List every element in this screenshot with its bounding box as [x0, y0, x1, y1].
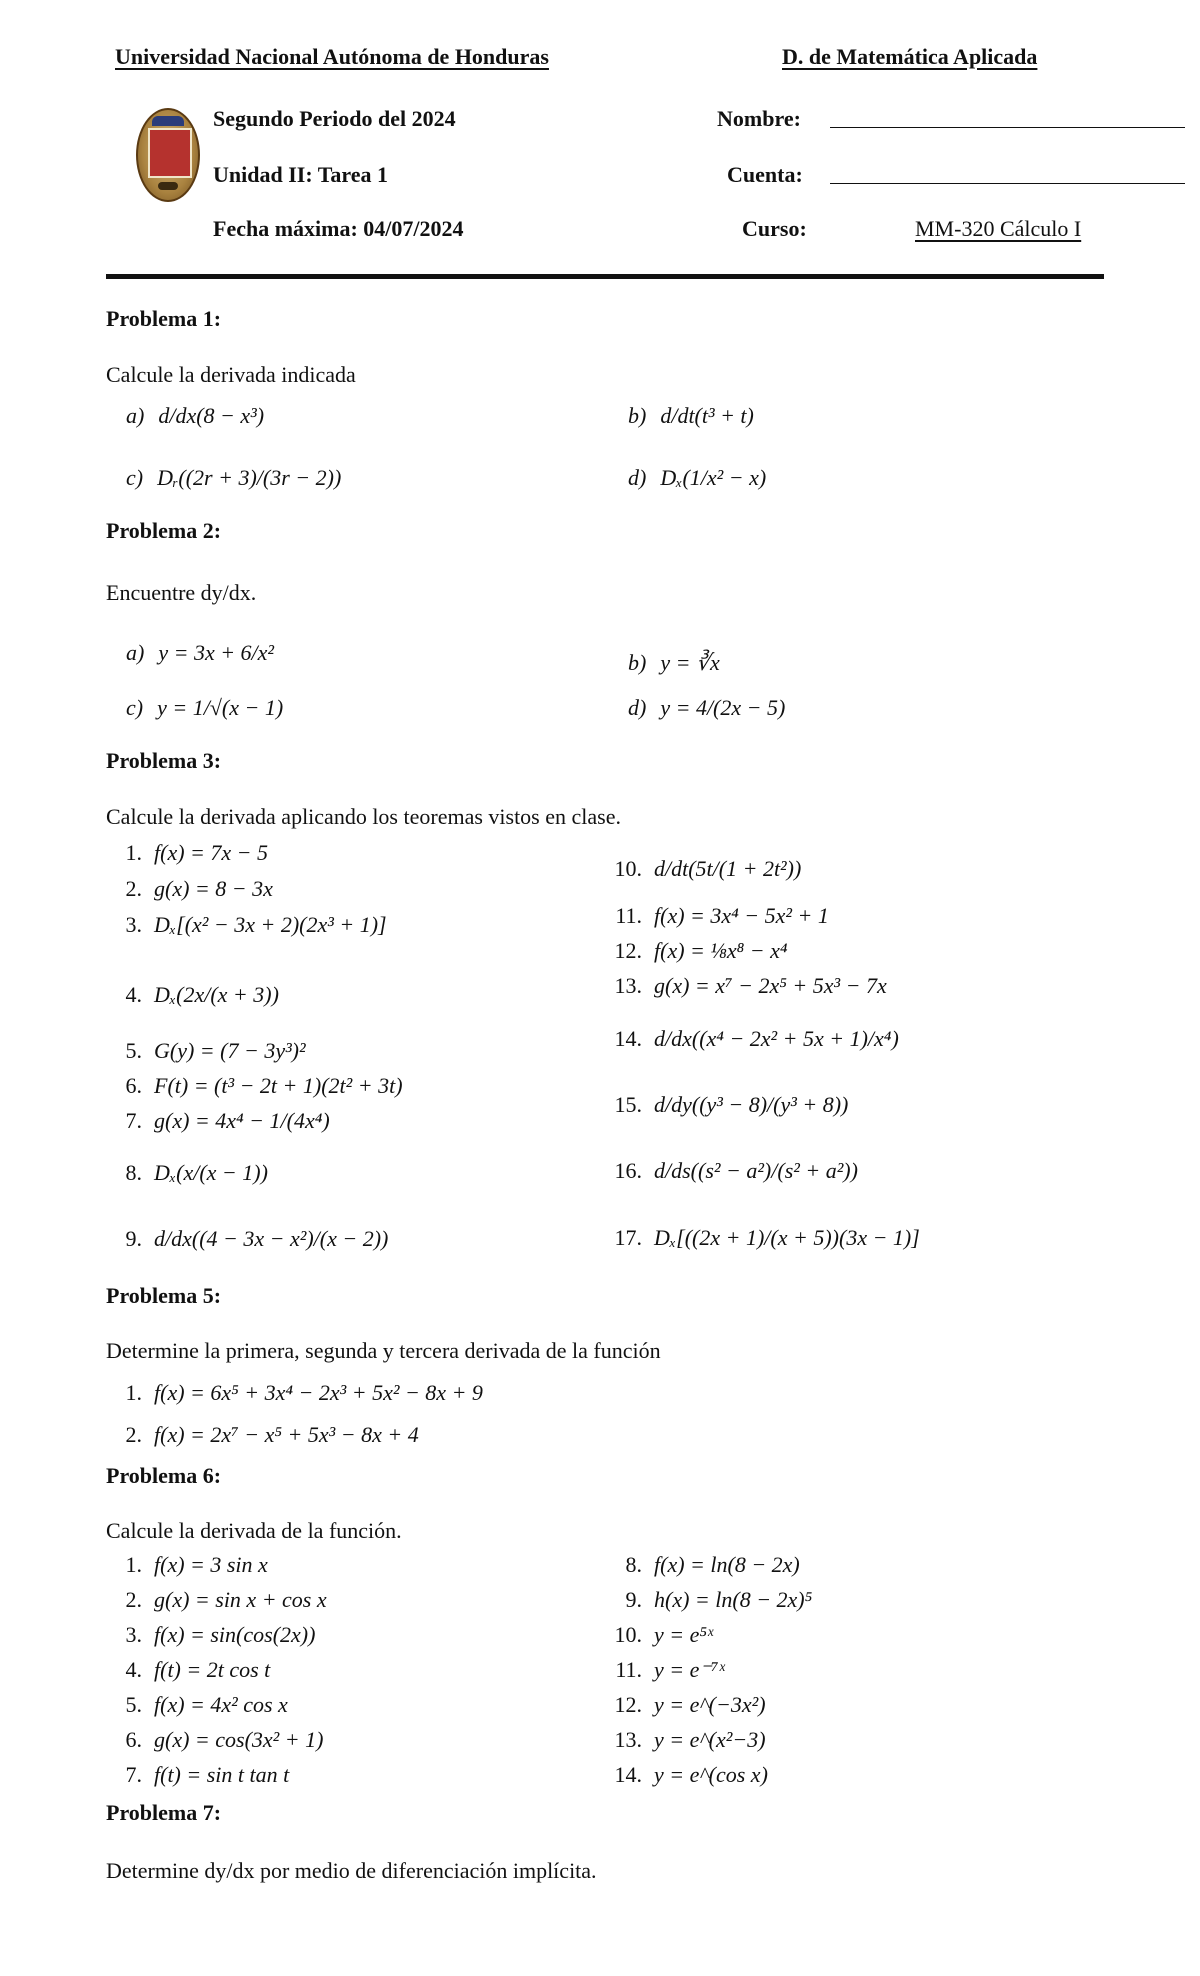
problem-5-item-2: 2. f(x) = 2x⁷ − x⁵ + 5x³ − 8x + 4 [125, 1422, 419, 1447]
problem-3-item-10: 10. d/dt(5t/(1 + 2t²)) [614, 856, 802, 881]
problem-3-item-3: 3. Dₓ[(x² − 3x + 2)(2x³ + 1)] [125, 912, 387, 937]
problem-6-item-7: 7. f(t) = sin t tan t [125, 1762, 290, 1787]
problem-1-item-d: d) Dₓ(1/x² − x) [628, 465, 767, 490]
department-name: D. de Matemática Aplicada [782, 44, 1038, 69]
problem-2-title: Problema 2: [106, 518, 222, 543]
problem-6-item-4: 4. f(t) = 2t cos t [125, 1657, 271, 1682]
problem-6-item-10: 10. y = e⁵ˣ [614, 1622, 714, 1647]
problem-5-title: Problema 5: [106, 1283, 222, 1308]
problem-2-item-d: d) y = 4/(2x − 5) [628, 695, 786, 720]
course-label: Curso: [742, 216, 807, 241]
deadline-label: Fecha máxima: 04/07/2024 [213, 216, 464, 241]
problem-7-title: Problema 7: [106, 1800, 222, 1825]
problem-3-item-6: 6. F(t) = (t³ − 2t + 1)(2t² + 3t) [125, 1073, 403, 1098]
course-value: MM-320 Cálculo I [915, 216, 1082, 241]
problem-3-item-17: 17. Dₓ[((2x + 1)/(x + 5))(3x − 1)] [614, 1225, 920, 1250]
problem-1-instruction: Calcule la derivada indicada [106, 362, 356, 387]
period-label: Segundo Periodo del 2024 [213, 106, 456, 131]
header-divider [106, 274, 1104, 279]
problem-6-item-1: 1. f(x) = 3 sin x [125, 1552, 268, 1577]
problem-6-item-11: 11. y = e⁻⁷ˣ [615, 1657, 725, 1682]
unit-label: Unidad II: Tarea 1 [213, 162, 389, 187]
problem-3-item-16: 16. d/ds((s² − a²)/(s² + a²)) [614, 1158, 858, 1183]
problem-5-item-1: 1. f(x) = 6x⁵ + 3x⁴ − 2x³ + 5x² − 8x + 9 [125, 1380, 483, 1405]
problem-3-item-11: 11. f(x) = 3x⁴ − 5x² + 1 [615, 903, 829, 928]
problem-3-item-15: 15. d/dy((y³ − 8)/(y³ + 8)) [614, 1092, 849, 1117]
problem-6-item-3: 3. f(x) = sin(cos(2x)) [125, 1622, 316, 1647]
problem-3-instruction: Calcule la derivada aplicando los teoremas vistos en clase. [106, 804, 621, 829]
university-name: Universidad Nacional Autónoma de Honduras [115, 44, 549, 69]
problem-1-title: Problema 1: [106, 306, 222, 331]
problem-6-item-6: 6. g(x) = cos(3x² + 1) [125, 1727, 324, 1752]
problem-1-item-c: c) Dᵣ((2r + 3)/(3r − 2)) [126, 465, 342, 490]
account-label: Cuenta: [727, 162, 803, 187]
problem-3-item-8: 8. Dₓ(x/(x − 1)) [125, 1160, 268, 1185]
problem-3-item-13: 13. g(x) = x⁷ − 2x⁵ + 5x³ − 7x [614, 973, 887, 998]
problem-6-title: Problema 6: [106, 1463, 222, 1488]
problem-6-item-13: 13. y = e^(x²−3) [614, 1727, 766, 1752]
problem-6-instruction: Calcule la derivada de la función. [106, 1518, 402, 1543]
problem-3-item-12: 12. f(x) = ⅛x⁸ − x⁴ [614, 938, 788, 963]
problem-6-item-5: 5. f(x) = 4x² cos x [125, 1692, 288, 1717]
problem-6-item-8: 8. f(x) = ln(8 − 2x) [625, 1552, 800, 1577]
problem-3-item-9: 9. d/dx((4 − 3x − x²)/(x − 2)) [125, 1226, 389, 1251]
problem-1-item-a: a) d/dx(8 − x³) [126, 403, 265, 428]
problem-6-item-9: 9. h(x) = ln(8 − 2x)⁵ [625, 1587, 813, 1612]
problem-3-item-7: 7. g(x) = 4x⁴ − 1/(4x⁴) [125, 1108, 330, 1133]
problem-3-item-2: 2. g(x) = 8 − 3x [125, 876, 273, 901]
problem-2-item-b: b) y = ∛x [628, 650, 720, 675]
problem-3-title: Problema 3: [106, 748, 222, 773]
problem-6-item-12: 12. y = e^(−3x²) [614, 1692, 766, 1717]
problem-1-item-b: b) d/dt(t³ + t) [628, 403, 754, 428]
problem-3-item-5: 5. G(y) = (7 − 3y³)² [125, 1038, 306, 1063]
problem-3-item-1: 1. f(x) = 7x − 5 [125, 840, 268, 865]
problem-2-item-c: c) y = 1/√(x − 1) [126, 695, 284, 720]
problem-6-item-14: 14. y = e^(cos x) [614, 1762, 768, 1787]
problem-2-item-a: a) y = 3x + 6/x² [126, 640, 275, 665]
problem-3-item-14: 14. d/dx((x⁴ − 2x² + 5x + 1)/x⁴) [614, 1026, 899, 1051]
problem-2-instruction: Encuentre dy/dx. [106, 580, 257, 605]
name-field[interactable] [830, 127, 1185, 128]
problem-6-item-2: 2. g(x) = sin x + cos x [125, 1587, 327, 1612]
name-label: Nombre: [717, 106, 801, 131]
university-logo [136, 108, 200, 202]
problem-5-instruction: Determine la primera, segunda y tercera derivada de la función [106, 1338, 661, 1363]
account-field[interactable] [830, 183, 1185, 184]
problem-3-item-4: 4. Dₓ(2x/(x + 3)) [125, 982, 279, 1007]
problem-7-instruction: Determine dy/dx por medio de diferenciación implícita. [106, 1858, 597, 1883]
